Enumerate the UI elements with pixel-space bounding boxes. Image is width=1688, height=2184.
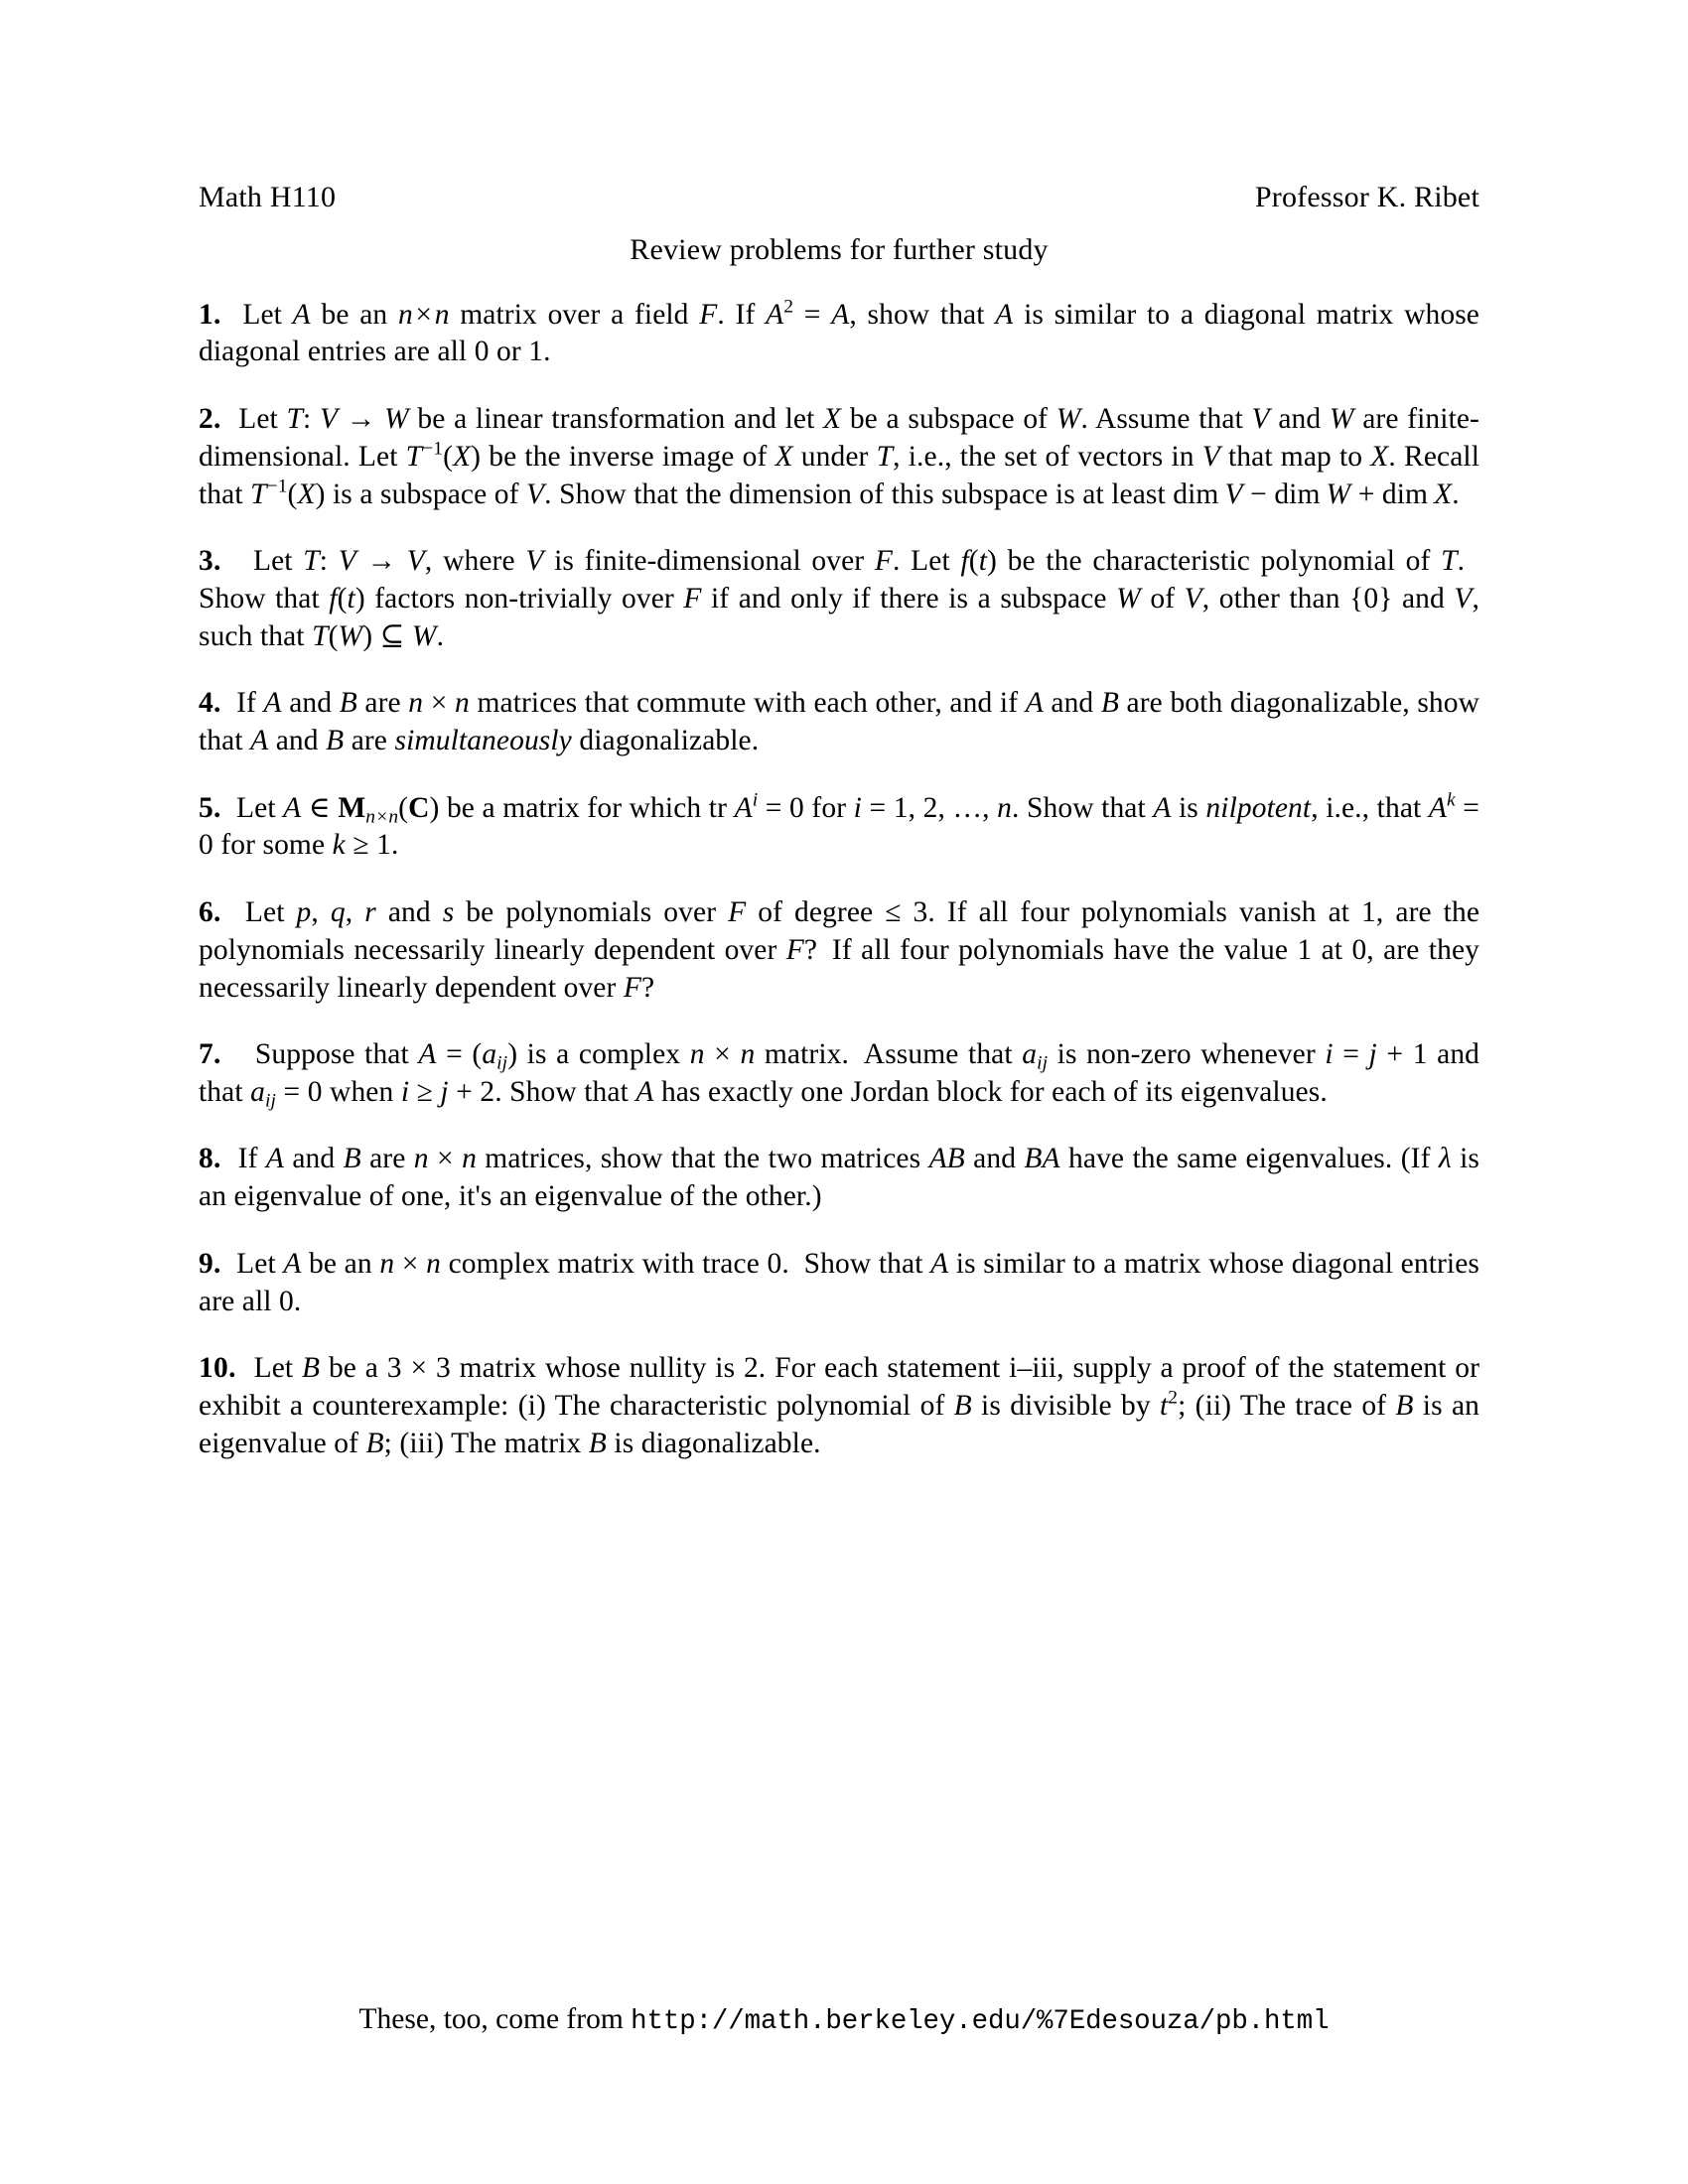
problem-number: 7.: [199, 1038, 221, 1071]
problem-body: Let A be an n × n matrix over a field F. If $A^2 = A$, show that A is similar to a diagonal matrix whose diagonal entries are all 0 or 1.: [199, 296, 1479, 368]
problem-body: Let T: V → W be a linear transformation and let X be a subspace of W. Assume that V and W are finite-dimensional. Let $T^{-1}(X)$ be the inverse image of X under T, i.e., the set of vectors in V that map to X. Recall that $T^{-1}(X)$ is a subspace of V. Show that the dimension of this subspace is at least dim V − dim W + dim X.: [199, 402, 1479, 510]
problem-item: [199, 297, 1479, 372]
document-header: [199, 183, 1479, 212]
problem-item: [199, 1246, 1479, 1321]
problem-number: 1.: [199, 298, 221, 331]
problem-number: 2.: [199, 402, 221, 435]
problem-body: Let T: V → V, where V is finite-dimensional over F. Let f(t) be the characteristic polynomial of T. Show that f(t) factors non-trivially over F if and only if there is a subspace W of V, other than {0} and V, such that T(W) ⊆ W.: [199, 545, 1479, 652]
problem-body: Let A be an n × n complex matrix with trace 0. Show that A is similar to a matrix whose diagonal entries are all 0.: [199, 1247, 1480, 1317]
problem-number: 3.: [199, 545, 221, 578]
problem-number: 5.: [199, 791, 221, 824]
problem-item: [199, 790, 1479, 866]
instructor-label: Professor K. Ribet: [1254, 181, 1479, 213]
source-url: http://math.berkeley.edu/%7Edesouza/pb.html: [631, 2006, 1330, 2037]
course-label: Math H110: [199, 181, 337, 213]
problem-body: If A and B are n × n matrices that commute with each other, and if A and B are both diagonalizable, show that A and B are simultaneously diagonalizable.: [199, 687, 1479, 757]
problem-body: Let p, q, r and s be polynomials over F of degree ≤ 3. If all four polynomials vanish at 1, are the polynomials necessarily linearly dependent over F? If all four polynomials have the value 1 at 0, are they necessarily linearly dependent over F?: [199, 895, 1480, 1004]
problem-item: [199, 1141, 1479, 1216]
problem-item: [199, 894, 1479, 1008]
problem-body: Suppose that $A = (a_{ij})$ is a complex n × n matrix. Assume that $a_{ij}$ is non-zero whenever i = j + 1 and that $a_{ij} = 0$ when i ≥ j + 2. Show that A has exactly one Jordan block for each of its eigenvalues.: [199, 1038, 1480, 1112]
problem-item: [199, 1350, 1479, 1463]
problem-body: Let A ∈ $M_{n\times n}(C)$ be a matrix for which tr $A^i = 0$ for i = 1, 2, …, n. Show that A is nilpotent, i.e., that $A^k = 0$ for some k ≥ 1.: [199, 789, 1479, 862]
page-footer: [0, 2003, 1688, 2037]
problem-number: 10.: [199, 1352, 236, 1385]
problem-item: [199, 401, 1479, 514]
document-content: [199, 183, 1479, 1463]
problem-number: 6.: [199, 895, 221, 928]
problem-item: [199, 1036, 1479, 1112]
problem-number: 8.: [199, 1143, 221, 1175]
problem-item: [199, 543, 1479, 656]
footer-text: These, too, come from: [358, 2003, 632, 2035]
problem-number: 9.: [199, 1247, 221, 1280]
problem-list: [199, 297, 1479, 1463]
problem-body: Let B be a 3 × 3 matrix whose nullity is 2. For each statement i–iii, supply a proof of the statement or exhibit a counterexample: (i) The characteristic polynomial of B is divisible by $t^2$; (ii) The trace of B is an eigenvalue of B; (iii) The matrix B is diagonalizable.: [199, 1352, 1479, 1459]
page-title: Review problems for further study: [630, 233, 1049, 266]
problem-item: [199, 685, 1479, 760]
problem-number: 4.: [199, 687, 221, 720]
problem-body: If A and B are n × n matrices, show that the two matrices AB and BA have the same eigenvalues. (If λ is an eigenvalue of one, it's an eigenvalue of the other.): [199, 1143, 1479, 1213]
